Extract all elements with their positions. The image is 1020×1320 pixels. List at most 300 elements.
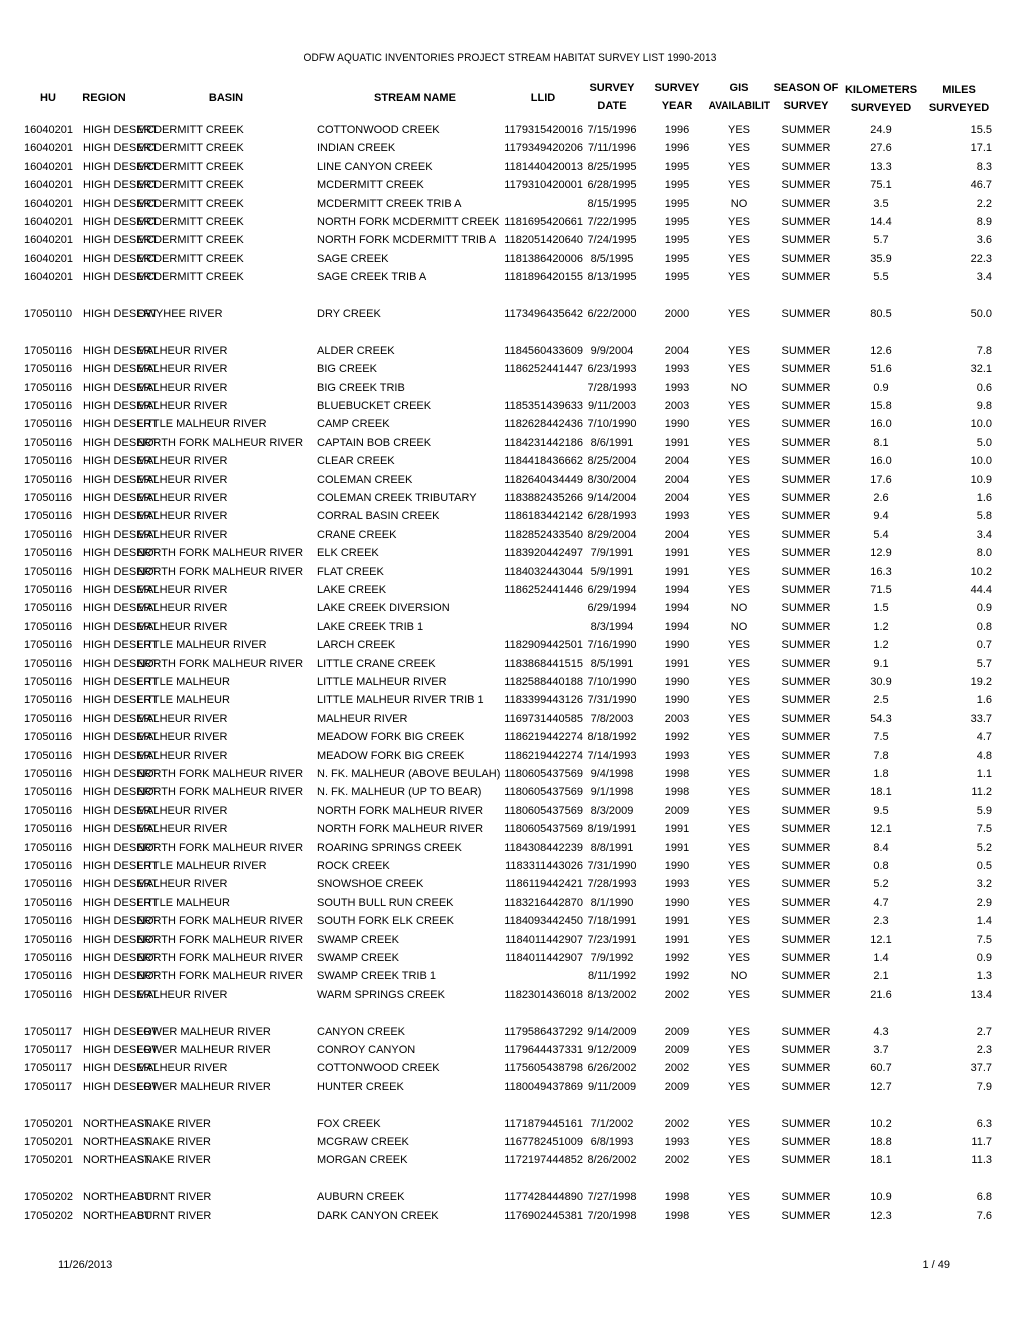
cell-miles: 10.2 <box>970 566 992 578</box>
cell-basin: MALHEUR RIVER <box>137 805 228 817</box>
cell-survey-date: 7/10/1990 <box>587 418 637 430</box>
header-season-line1: SEASON OF <box>773 82 839 94</box>
cell-survey-year: 1992 <box>664 952 690 964</box>
header-season-line2: SURVEY <box>783 100 829 112</box>
cell-hu: 17050117 <box>24 1026 73 1038</box>
cell-region: HIGH DESERT <box>83 934 158 946</box>
cell-basin: SNAKE RIVER <box>137 1136 211 1148</box>
cell-miles: 1.4 <box>976 915 992 927</box>
cell-basin: LITTLE MALHEUR <box>137 897 230 909</box>
cell-season: SUMMER <box>781 474 831 486</box>
cell-region: HIGH DESERT <box>83 897 158 909</box>
cell-basin: LOWER MALHEUR RIVER <box>137 1081 271 1093</box>
cell-hu: 17050116 <box>24 363 73 375</box>
cell-season: SUMMER <box>781 713 831 725</box>
cell-survey-date: 7/18/1991 <box>587 915 637 927</box>
cell-stream-name: BLUEBUCKET CREEK <box>317 400 432 412</box>
cell-llid: 1180605437569 <box>504 768 583 780</box>
cell-survey-date: 7/9/1992 <box>590 952 634 964</box>
cell-gis-availability: YES <box>727 731 750 743</box>
cell-stream-name: BIG CREEK <box>317 363 377 375</box>
table-row <box>0 360 1020 378</box>
cell-survey-date: 9/11/2003 <box>587 400 637 412</box>
cell-hu: 17050116 <box>24 492 73 504</box>
cell-stream-name: ROCK CREEK <box>317 860 390 872</box>
cell-llid: 1183399443126 <box>504 694 583 706</box>
table-row <box>0 618 1020 636</box>
table-row <box>0 1115 1020 1133</box>
cell-kilometers: 16.0 <box>870 418 892 430</box>
cell-survey-year: 1996 <box>664 124 690 136</box>
table-row <box>0 452 1020 470</box>
cell-llid: 1179644437331 <box>504 1044 583 1056</box>
cell-kilometers: 5.5 <box>873 271 889 283</box>
cell-llid: 1182852433540 <box>504 529 583 541</box>
cell-survey-date: 8/25/1995 <box>587 161 637 173</box>
cell-hu: 16040201 <box>24 161 73 173</box>
cell-region: HIGH DESERT <box>83 253 158 265</box>
cell-survey-date: 8/3/1994 <box>590 621 634 633</box>
cell-survey-date: 8/13/2002 <box>587 989 637 1001</box>
cell-gis-availability: YES <box>727 915 750 927</box>
table-row <box>0 1041 1020 1059</box>
cell-season: SUMMER <box>781 400 831 412</box>
cell-gis-availability: YES <box>727 713 750 725</box>
cell-survey-date: 9/11/2009 <box>587 1081 637 1093</box>
cell-basin: LITTLE MALHEUR <box>137 694 230 706</box>
cell-survey-year: 1998 <box>664 768 690 780</box>
cell-llid: 1169731440585 <box>504 713 583 725</box>
cell-stream-name: SOUTH BULL RUN CREEK <box>317 897 454 909</box>
cell-region: HIGH DESERT <box>83 363 158 375</box>
table-row <box>0 544 1020 562</box>
cell-stream-name: CONROY CANYON <box>317 1044 416 1056</box>
cell-region: HIGH DESERT <box>83 400 158 412</box>
cell-basin: MALHEUR RIVER <box>137 602 228 614</box>
cell-survey-year: 1995 <box>664 253 690 265</box>
cell-survey-year: 1995 <box>664 271 690 283</box>
cell-region: HIGH DESERT <box>83 1044 158 1056</box>
cell-region: HIGH DESERT <box>83 805 158 817</box>
cell-hu: 17050116 <box>24 455 73 467</box>
cell-llid: 1172197444852 <box>504 1154 583 1166</box>
cell-llid: 1185351439633 <box>504 400 583 412</box>
cell-kilometers: 13.3 <box>870 161 892 173</box>
cell-season: SUMMER <box>781 418 831 430</box>
cell-llid: 1179586437292 <box>504 1026 583 1038</box>
cell-basin: MALHEUR RIVER <box>137 621 228 633</box>
cell-survey-date: 7/31/1990 <box>587 860 637 872</box>
cell-llid: 1182628442436 <box>504 418 583 430</box>
cell-llid: 1184231442186 <box>504 437 583 449</box>
cell-survey-year: 1991 <box>664 915 690 927</box>
cell-stream-name: NORTH FORK MALHEUR RIVER <box>317 823 484 835</box>
cell-gis-availability: YES <box>727 566 750 578</box>
cell-region: HIGH DESERT <box>83 989 158 1001</box>
cell-hu: 17050116 <box>24 713 73 725</box>
cell-survey-date: 7/1/2002 <box>590 1118 634 1130</box>
cell-llid: 1184011442907 <box>505 934 583 946</box>
cell-region: HIGH DESERT <box>83 731 158 743</box>
cell-basin: SNAKE RIVER <box>137 1118 211 1130</box>
cell-stream-name: SWAMP CREEK TRIB 1 <box>317 970 436 982</box>
cell-hu: 17050201 <box>24 1154 73 1166</box>
cell-survey-date: 9/14/2004 <box>587 492 637 504</box>
cell-survey-date: 8/6/1991 <box>590 437 634 449</box>
cell-miles: 6.3 <box>976 1118 992 1130</box>
footer-date: 11/26/2013 <box>58 1259 113 1271</box>
cell-survey-date: 7/24/1995 <box>587 234 637 246</box>
cell-miles: 50.0 <box>970 308 992 320</box>
cell-kilometers: 4.3 <box>873 1026 889 1038</box>
cell-kilometers: 10.2 <box>870 1118 892 1130</box>
cell-stream-name: COTTONWOOD CREEK <box>317 124 440 136</box>
cell-basin: MALHEUR RIVER <box>137 750 228 762</box>
cell-season: SUMMER <box>781 1044 831 1056</box>
cell-basin: LITTLE MALHEUR RIVER <box>137 860 267 872</box>
cell-survey-year: 1991 <box>664 934 690 946</box>
cell-season: SUMMER <box>781 179 831 191</box>
cell-llid: 1181386420006 <box>504 253 583 265</box>
cell-hu: 17050201 <box>24 1136 73 1148</box>
cell-survey-date: 6/22/2000 <box>587 308 637 320</box>
cell-survey-year: 1990 <box>664 694 690 706</box>
cell-hu: 17050116 <box>24 897 73 909</box>
cell-stream-name: MEADOW FORK BIG CREEK <box>317 750 465 762</box>
cell-survey-date: 8/18/1992 <box>587 731 637 743</box>
cell-basin: MCDERMITT CREEK <box>137 216 244 228</box>
cell-kilometers: 10.9 <box>870 1191 892 1203</box>
header-mi-line2: SURVEYED <box>928 102 990 114</box>
cell-hu: 17050116 <box>24 842 73 854</box>
cell-miles: 1.3 <box>976 970 992 982</box>
cell-kilometers: 17.6 <box>870 474 892 486</box>
cell-kilometers: 24.9 <box>870 124 892 136</box>
cell-region: HIGH DESERT <box>83 198 158 210</box>
cell-stream-name: LITTLE MALHEUR RIVER TRIB 1 <box>317 694 484 706</box>
cell-season: SUMMER <box>781 161 831 173</box>
cell-kilometers: 2.1 <box>873 970 889 982</box>
cell-kilometers: 15.8 <box>870 400 892 412</box>
cell-survey-year: 1996 <box>664 142 690 154</box>
cell-llid: 1167782451009 <box>504 1136 583 1148</box>
cell-kilometers: 4.7 <box>873 897 889 909</box>
cell-miles: 10.0 <box>970 418 992 430</box>
cell-kilometers: 9.1 <box>873 658 889 670</box>
cell-miles: 7.8 <box>976 345 992 357</box>
cell-gis-availability: YES <box>727 363 750 375</box>
table-row <box>0 986 1020 1004</box>
cell-gis-availability: YES <box>727 547 750 559</box>
cell-survey-year: 1993 <box>664 363 690 375</box>
cell-stream-name: SAGE CREEK TRIB A <box>317 271 427 283</box>
cell-gis-availability: YES <box>727 1081 750 1093</box>
cell-hu: 16040201 <box>24 124 73 136</box>
cell-miles: 13.4 <box>970 989 992 1001</box>
header-gis-line2: AVAILABILIT <box>708 100 771 112</box>
cell-hu: 17050116 <box>24 786 73 798</box>
cell-stream-name: LAKE CREEK DIVERSION <box>317 602 450 614</box>
cell-survey-year: 1991 <box>664 547 690 559</box>
cell-basin: NORTH FORK MALHEUR RIVER <box>137 547 304 559</box>
cell-region: HIGH DESERT <box>83 1026 158 1038</box>
table-row <box>0 526 1020 544</box>
cell-region: HIGH DESERT <box>83 584 158 596</box>
cell-hu: 17050116 <box>24 934 73 946</box>
cell-survey-year: 2009 <box>664 1026 690 1038</box>
cell-kilometers: 3.5 <box>873 198 889 210</box>
cell-survey-year: 1991 <box>664 437 690 449</box>
cell-survey-date: 6/28/1993 <box>587 510 637 522</box>
cell-region: HIGH DESERT <box>83 124 158 136</box>
cell-gis-availability: YES <box>727 1044 750 1056</box>
cell-basin: MALHEUR RIVER <box>137 363 228 375</box>
table-row <box>0 857 1020 875</box>
cell-llid: 1182588440188 <box>504 676 583 688</box>
table-row <box>0 397 1020 415</box>
table-row <box>0 305 1020 323</box>
cell-llid: 1181695420661 <box>504 216 583 228</box>
cell-survey-year: 2004 <box>664 492 690 504</box>
cell-gis-availability: YES <box>727 897 750 909</box>
cell-llid: 1177428444890 <box>504 1191 583 1203</box>
cell-region: HIGH DESERT <box>83 418 158 430</box>
cell-region: HIGH DESERT <box>83 308 158 320</box>
cell-survey-date: 8/5/1991 <box>590 658 634 670</box>
cell-gis-availability: YES <box>727 418 750 430</box>
header-hu <box>30 89 66 107</box>
cell-season: SUMMER <box>781 1118 831 1130</box>
cell-stream-name: HUNTER CREEK <box>317 1081 404 1093</box>
cell-survey-date: 8/26/2002 <box>587 1154 637 1166</box>
cell-miles: 7.9 <box>976 1081 992 1093</box>
cell-basin: MALHEUR RIVER <box>137 474 228 486</box>
cell-survey-year: 1993 <box>664 1136 690 1148</box>
cell-gis-availability: NO <box>730 970 748 982</box>
cell-survey-year: 1995 <box>664 179 690 191</box>
cell-miles: 0.9 <box>976 602 992 614</box>
table-row <box>0 1207 1020 1225</box>
cell-miles: 15.5 <box>970 124 992 136</box>
cell-region: HIGH DESERT <box>83 750 158 762</box>
cell-region: HIGH DESERT <box>83 142 158 154</box>
header-basin-label: BASIN <box>208 92 244 104</box>
cell-season: SUMMER <box>781 878 831 890</box>
cell-miles: 10.9 <box>970 474 992 486</box>
cell-gis-availability: YES <box>727 639 750 651</box>
cell-basin: MALHEUR RIVER <box>137 1062 228 1074</box>
cell-llid: 1184308442239 <box>504 842 583 854</box>
cell-survey-date: 8/19/1991 <box>587 823 637 835</box>
cell-hu: 16040201 <box>24 234 73 246</box>
cell-basin: LITTLE MALHEUR <box>137 676 230 688</box>
cell-llid: 1183882435266 <box>504 492 583 504</box>
table-row <box>0 839 1020 857</box>
cell-survey-date: 6/28/1995 <box>587 179 637 191</box>
cell-kilometers: 0.9 <box>873 382 889 394</box>
cell-stream-name: MCDERMITT CREEK <box>317 179 424 191</box>
cell-kilometers: 5.7 <box>873 234 889 246</box>
cell-stream-name: LITTLE MALHEUR RIVER <box>317 676 447 688</box>
cell-llid: 1183868441515 <box>504 658 583 670</box>
cell-stream-name: COTTONWOOD CREEK <box>317 1062 440 1074</box>
cell-region: HIGH DESERT <box>83 952 158 964</box>
cell-survey-date: 6/23/1993 <box>587 363 637 375</box>
cell-kilometers: 2.3 <box>873 915 889 927</box>
cell-basin: LITTLE MALHEUR RIVER <box>137 639 267 651</box>
header-mi-line1: MILES <box>942 84 976 96</box>
cell-kilometers: 18.1 <box>870 1154 892 1166</box>
cell-kilometers: 8.1 <box>873 437 889 449</box>
cell-basin: NORTH FORK MALHEUR RIVER <box>137 952 304 964</box>
cell-hu: 17050116 <box>24 750 73 762</box>
cell-gis-availability: NO <box>730 621 748 633</box>
cell-gis-availability: YES <box>727 437 750 449</box>
cell-gis-availability: YES <box>727 529 750 541</box>
cell-basin: MALHEUR RIVER <box>137 989 228 1001</box>
cell-kilometers: 8.4 <box>873 842 889 854</box>
cell-survey-year: 1995 <box>664 161 690 173</box>
cell-llid: 1180049437869 <box>504 1081 583 1093</box>
cell-stream-name: NORTH FORK MCDERMITT CREEK <box>317 216 500 228</box>
cell-hu: 17050116 <box>24 584 73 596</box>
cell-hu: 17050116 <box>24 676 73 688</box>
table-row <box>0 250 1020 268</box>
cell-season: SUMMER <box>781 253 831 265</box>
cell-gis-availability: YES <box>727 253 750 265</box>
cell-region: HIGH DESERT <box>83 455 158 467</box>
cell-kilometers: 1.2 <box>873 621 889 633</box>
table-row <box>0 1133 1020 1151</box>
cell-basin: MCDERMITT CREEK <box>137 234 244 246</box>
cell-kilometers: 1.2 <box>873 639 889 651</box>
header-hu-label: HU <box>40 92 56 104</box>
header-region-label: REGION <box>82 92 126 104</box>
table-row <box>0 379 1020 397</box>
cell-stream-name: CORRAL BASIN CREEK <box>317 510 440 522</box>
cell-kilometers: 1.5 <box>873 602 889 614</box>
cell-region: HIGH DESERT <box>83 547 158 559</box>
cell-gis-availability: YES <box>727 142 750 154</box>
cell-survey-date: 8/3/2009 <box>590 805 634 817</box>
cell-kilometers: 80.5 <box>870 308 892 320</box>
cell-kilometers: 12.7 <box>870 1081 892 1093</box>
page-number: 1 / 49 <box>922 1259 950 1271</box>
cell-hu: 16040201 <box>24 198 73 210</box>
cell-basin: MALHEUR RIVER <box>137 584 228 596</box>
cell-survey-year: 1990 <box>664 860 690 872</box>
cell-gis-availability: YES <box>727 474 750 486</box>
cell-miles: 2.9 <box>976 897 992 909</box>
cell-season: SUMMER <box>781 805 831 817</box>
cell-hu: 17050116 <box>24 639 73 651</box>
cell-hu: 17050201 <box>24 1118 73 1130</box>
cell-llid: 1184560433609 <box>504 345 583 357</box>
table-row <box>0 875 1020 893</box>
cell-gis-availability: YES <box>727 161 750 173</box>
cell-gis-availability: YES <box>727 510 750 522</box>
cell-llid: 1182909442501 <box>504 639 583 651</box>
cell-hu: 17050116 <box>24 474 73 486</box>
cell-llid: 1179349420206 <box>504 142 583 154</box>
cell-region: HIGH DESERT <box>83 768 158 780</box>
header-basin <box>200 89 252 107</box>
cell-llid: 1186219442274 <box>504 731 583 743</box>
cell-region: HIGH DESERT <box>83 658 158 670</box>
cell-survey-date: 7/15/1996 <box>587 124 637 136</box>
cell-stream-name: LITTLE CRANE CREEK <box>317 658 436 670</box>
cell-hu: 17050116 <box>24 878 73 890</box>
cell-season: SUMMER <box>781 142 831 154</box>
cell-survey-year: 1998 <box>664 786 690 798</box>
cell-season: SUMMER <box>781 786 831 798</box>
cell-miles: 1.6 <box>976 694 992 706</box>
cell-season: SUMMER <box>781 842 831 854</box>
cell-survey-date: 8/5/1995 <box>590 253 634 265</box>
table-row <box>0 121 1020 139</box>
table-row <box>0 1151 1020 1169</box>
cell-llid: 1183311443026 <box>505 860 583 872</box>
cell-survey-year: 2002 <box>664 989 690 1001</box>
cell-basin: MALHEUR RIVER <box>137 878 228 890</box>
cell-llid: 1179310420001 <box>504 179 583 191</box>
cell-basin: MALHEUR RIVER <box>137 455 228 467</box>
cell-season: SUMMER <box>781 437 831 449</box>
cell-survey-date: 7/23/1991 <box>587 934 637 946</box>
cell-survey-date: 6/29/1994 <box>587 602 637 614</box>
cell-kilometers: 2.5 <box>873 694 889 706</box>
cell-region: HIGH DESERT <box>83 216 158 228</box>
cell-llid: 1186119442421 <box>505 878 583 890</box>
cell-basin: MALHEUR RIVER <box>137 400 228 412</box>
cell-region: HIGH DESERT <box>83 860 158 872</box>
cell-survey-year: 2004 <box>664 345 690 357</box>
cell-hu: 17050110 <box>24 308 73 320</box>
cell-season: SUMMER <box>781 271 831 283</box>
cell-stream-name: SNOWSHOE CREEK <box>317 878 424 890</box>
cell-stream-name: MALHEUR RIVER <box>317 713 408 725</box>
cell-season: SUMMER <box>781 308 831 320</box>
cell-season: SUMMER <box>781 1081 831 1093</box>
cell-region: HIGH DESERT <box>83 602 158 614</box>
cell-miles: 3.6 <box>976 234 992 246</box>
cell-hu: 17050116 <box>24 382 73 394</box>
cell-region: NORTHEAST <box>83 1154 151 1166</box>
cell-stream-name: AUBURN CREEK <box>317 1191 405 1203</box>
header-km-line1: KILOMETERS <box>844 84 918 96</box>
cell-season: SUMMER <box>781 934 831 946</box>
cell-survey-date: 6/29/1994 <box>587 584 637 596</box>
table-row <box>0 802 1020 820</box>
cell-survey-year: 2004 <box>664 474 690 486</box>
cell-season: SUMMER <box>781 750 831 762</box>
cell-stream-name: ELK CREEK <box>317 547 379 559</box>
table-row <box>0 563 1020 581</box>
cell-gis-availability: YES <box>727 878 750 890</box>
cell-season: SUMMER <box>781 510 831 522</box>
cell-basin: MALHEUR RIVER <box>137 382 228 394</box>
cell-hu: 17050116 <box>24 805 73 817</box>
cell-region: NORTHEAST <box>83 1118 151 1130</box>
cell-season: SUMMER <box>781 621 831 633</box>
cell-kilometers: 12.1 <box>870 934 892 946</box>
cell-kilometers: 7.5 <box>873 731 889 743</box>
cell-miles: 11.7 <box>971 1136 992 1148</box>
cell-llid: 1184093442450 <box>504 915 583 927</box>
cell-hu: 17050117 <box>24 1044 73 1056</box>
header-llid <box>518 89 568 107</box>
cell-basin: NORTH FORK MALHEUR RIVER <box>137 658 304 670</box>
